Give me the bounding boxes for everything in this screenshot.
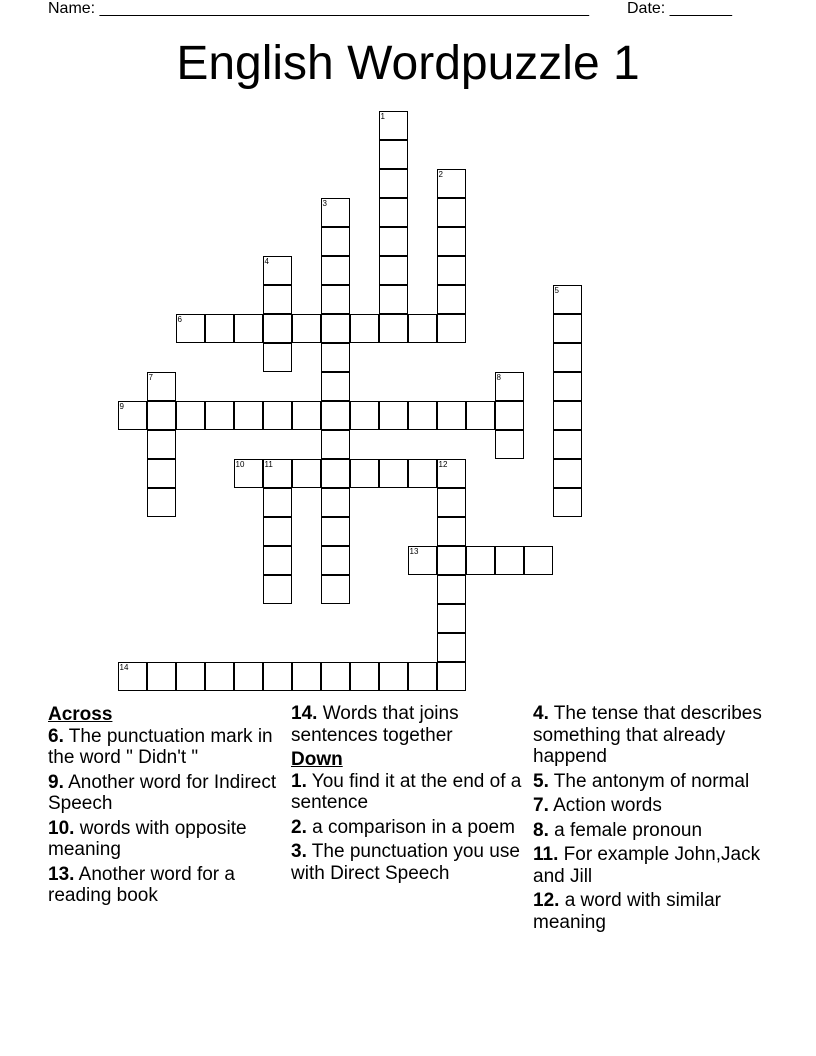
grid-cell[interactable] — [495, 546, 524, 575]
grid-cell[interactable] — [292, 314, 321, 343]
grid-cell[interactable] — [553, 430, 582, 459]
grid-cell[interactable] — [379, 285, 408, 314]
clue-number: 11 — [264, 459, 273, 469]
grid-cell[interactable] — [437, 517, 466, 546]
across-heading: Across — [48, 704, 113, 725]
grid-cell[interactable] — [321, 546, 350, 575]
down-heading: Down — [291, 749, 343, 770]
clue-number: 10 — [235, 459, 245, 469]
clue-down-7 — [533, 795, 768, 817]
grid-cell[interactable] — [263, 517, 292, 546]
grid-cell[interactable] — [437, 285, 466, 314]
grid-cell[interactable] — [437, 546, 466, 575]
grid-cell[interactable] — [408, 314, 437, 343]
clue-across-9 — [48, 772, 283, 815]
clue-number-label: 14. — [291, 703, 318, 724]
clue-text: For example John,Jack and Jill — [533, 844, 761, 887]
grid-cell[interactable] — [118, 401, 147, 430]
clue-across-13 — [48, 864, 283, 907]
grid-cell[interactable] — [234, 459, 263, 488]
grid-cell[interactable] — [176, 314, 205, 343]
grid-cell[interactable] — [205, 401, 234, 430]
grid-cell[interactable] — [147, 488, 176, 517]
clue-number: 12 — [438, 459, 448, 469]
clue-text: words with opposite meaning — [48, 817, 247, 860]
grid-cell[interactable] — [234, 401, 263, 430]
grid-cell[interactable] — [379, 111, 408, 140]
grid-cell[interactable] — [263, 285, 292, 314]
date-field: Date: _______ — [627, 0, 732, 17]
clue-text: The antonym of normal — [548, 770, 750, 792]
grid-cell[interactable] — [118, 662, 147, 691]
grid-cell[interactable] — [263, 488, 292, 517]
clue-number-label: 11. — [533, 844, 559, 865]
grid-cell[interactable] — [292, 459, 321, 488]
grid-cell[interactable] — [263, 575, 292, 604]
grid-cell[interactable] — [553, 401, 582, 430]
grid-cell[interactable] — [176, 662, 205, 691]
name-field: Name: _______________________________________________________ — [48, 0, 589, 17]
grid-cell[interactable] — [379, 401, 408, 430]
grid-cell[interactable] — [321, 227, 350, 256]
grid-cell[interactable] — [408, 459, 437, 488]
grid-cell[interactable] — [350, 662, 379, 691]
clue-column-2 — [291, 703, 526, 887]
grid-cell[interactable] — [321, 662, 350, 691]
grid-cell[interactable] — [437, 314, 466, 343]
clue-text: a word with similar meaning — [533, 890, 721, 933]
grid-cell[interactable] — [321, 575, 350, 604]
grid-cell[interactable] — [553, 314, 582, 343]
grid-cell[interactable] — [350, 459, 379, 488]
grid-cell[interactable] — [321, 198, 350, 227]
clue-text: Action words — [548, 795, 662, 816]
clue-text: Another word for Indirect Speech — [48, 771, 277, 814]
grid-cell[interactable] — [234, 662, 263, 691]
grid-cell[interactable] — [263, 256, 292, 285]
grid-cell[interactable] — [205, 314, 234, 343]
grid-cell[interactable] — [234, 314, 263, 343]
clue-number-label: 1. — [291, 770, 307, 792]
grid-cell[interactable] — [147, 401, 176, 430]
grid-cell[interactable] — [147, 372, 176, 401]
clue-number-label: 10. — [48, 817, 75, 839]
grid-cell[interactable] — [379, 227, 408, 256]
grid-cell[interactable] — [263, 314, 292, 343]
clue-number: 6 — [177, 314, 182, 324]
grid-cell[interactable] — [437, 575, 466, 604]
grid-cell[interactable] — [379, 256, 408, 285]
grid-cell[interactable] — [147, 430, 176, 459]
clue-text: The punctuation you use with Direct Speech — [291, 841, 520, 884]
grid-cell[interactable] — [350, 314, 379, 343]
clue-down-1 — [291, 771, 526, 814]
grid-cell[interactable] — [495, 430, 524, 459]
grid-cell[interactable] — [553, 459, 582, 488]
grid-cell[interactable] — [321, 401, 350, 430]
grid-cell[interactable] — [350, 401, 379, 430]
grid-cell[interactable] — [263, 401, 292, 430]
clue-text: a female pronoun — [548, 819, 703, 841]
grid-cell[interactable] — [379, 198, 408, 227]
grid-cell[interactable] — [321, 285, 350, 314]
grid-cell[interactable] — [553, 343, 582, 372]
clue-across-14 — [291, 703, 526, 746]
grid-cell[interactable] — [379, 314, 408, 343]
clue-number-label: 3. — [291, 841, 307, 862]
clue-number-label: 12. — [533, 890, 560, 911]
clue-number-label: 5. — [533, 770, 549, 792]
clue-text: Words that joins sentences together — [291, 703, 459, 746]
clue-number: 9 — [119, 401, 124, 411]
clue-down-4 — [533, 703, 768, 768]
clue-number: 5 — [554, 285, 559, 295]
clue-number-label: 8. — [533, 819, 549, 841]
grid-cell[interactable] — [263, 662, 292, 691]
grid-cell[interactable] — [553, 372, 582, 401]
grid-cell[interactable] — [553, 285, 582, 314]
grid-cell[interactable] — [408, 662, 437, 691]
page-title: English Wordpuzzle 1 — [176, 37, 640, 90]
grid-cell[interactable] — [437, 256, 466, 285]
grid-cell[interactable] — [292, 662, 321, 691]
grid-cell[interactable] — [466, 401, 495, 430]
grid-cell[interactable] — [379, 662, 408, 691]
clue-down-8 — [533, 820, 768, 842]
clue-number: 1 — [380, 111, 385, 121]
clue-text: The tense that describes something that already happend — [533, 703, 762, 767]
grid-cell[interactable] — [437, 459, 466, 488]
clue-text: The punctuation mark in the word " Didn't " — [48, 725, 273, 768]
clue-number: 14 — [119, 662, 129, 672]
clue-text: Another word for a reading book — [48, 863, 235, 906]
grid-cell[interactable] — [263, 459, 292, 488]
grid-cell[interactable] — [321, 314, 350, 343]
clue-number: 4 — [264, 256, 269, 266]
clue-column-3 — [533, 703, 768, 936]
grid-cell[interactable] — [437, 401, 466, 430]
grid-cell[interactable] — [524, 546, 553, 575]
grid-cell[interactable] — [292, 401, 321, 430]
grid-cell[interactable] — [321, 256, 350, 285]
clue-column-1 — [48, 703, 283, 910]
clue-number: 2 — [438, 169, 443, 179]
clue-down-2 — [291, 817, 526, 839]
grid-cell[interactable] — [321, 430, 350, 459]
clue-number: 7 — [148, 372, 153, 382]
clue-down-11 — [533, 844, 768, 887]
grid-cell[interactable] — [321, 517, 350, 546]
grid-cell[interactable] — [437, 633, 466, 662]
grid-cell[interactable] — [379, 169, 408, 198]
grid-cell[interactable] — [437, 604, 466, 633]
clue-number: 13 — [409, 546, 419, 556]
grid-cell[interactable] — [408, 546, 437, 575]
clue-down-12 — [533, 890, 768, 933]
grid-cell[interactable] — [321, 343, 350, 372]
grid-cell[interactable] — [437, 169, 466, 198]
clue-number-label: 7. — [533, 795, 549, 816]
grid-cell[interactable] — [437, 488, 466, 517]
grid-cell[interactable] — [205, 662, 234, 691]
clue-across-10 — [48, 818, 283, 861]
grid-cell[interactable] — [553, 488, 582, 517]
grid-cell[interactable] — [437, 198, 466, 227]
grid-cell[interactable] — [263, 343, 292, 372]
grid-cell[interactable] — [321, 459, 350, 488]
grid-cell[interactable] — [147, 459, 176, 488]
grid-cell[interactable] — [437, 227, 466, 256]
clue-number-label: 4. — [533, 703, 549, 724]
clue-text: You find it at the end of a sentence — [291, 770, 522, 813]
grid-cell[interactable] — [263, 546, 292, 575]
clue-down-5 — [533, 771, 768, 793]
clue-number-label: 13. — [48, 863, 75, 885]
clue-number-label: 9. — [48, 771, 64, 793]
grid-cell[interactable] — [176, 401, 205, 430]
grid-cell[interactable] — [466, 546, 495, 575]
clue-down-3 — [291, 841, 526, 884]
clue-across-6 — [48, 726, 283, 769]
grid-cell[interactable] — [495, 401, 524, 430]
grid-cell[interactable] — [321, 372, 350, 401]
clue-number-label: 2. — [291, 816, 307, 838]
grid-cell[interactable] — [408, 401, 437, 430]
clue-number: 8 — [496, 372, 501, 382]
grid-cell[interactable] — [147, 662, 176, 691]
grid-cell[interactable] — [437, 662, 466, 691]
grid-cell[interactable] — [379, 459, 408, 488]
grid-cell[interactable] — [379, 140, 408, 169]
grid-cell[interactable] — [321, 488, 350, 517]
grid-cell[interactable] — [495, 372, 524, 401]
clue-number-label: 6. — [48, 725, 64, 747]
clue-text: a comparison in a poem — [306, 816, 515, 838]
clue-number: 3 — [322, 198, 327, 208]
